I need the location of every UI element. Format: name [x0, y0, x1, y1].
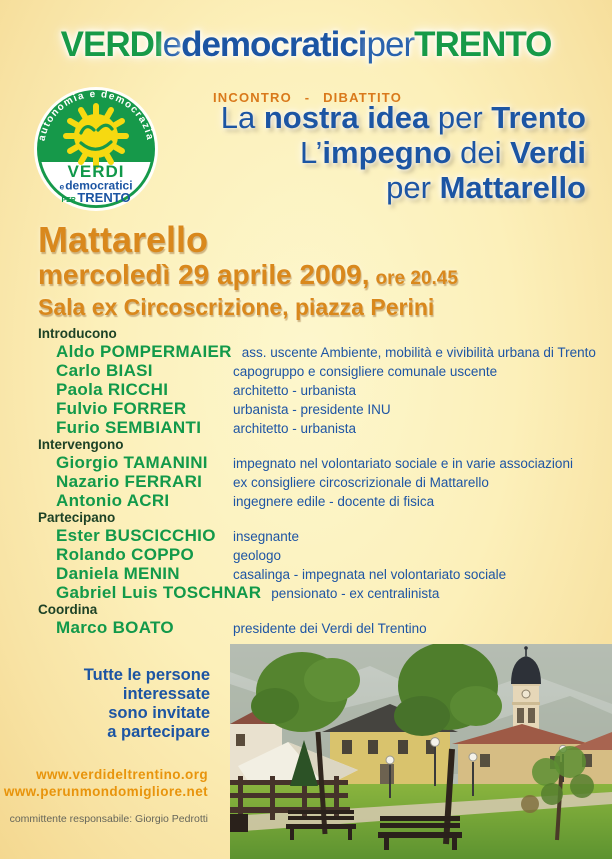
section-label: Partecipano: [38, 510, 116, 525]
section-introducono: [38, 326, 598, 437]
disclaimer: committente responsabile: Giorgio Pedrotti: [9, 813, 208, 825]
person-role: architetto - urbanista: [233, 421, 357, 436]
person-name: Paola RICCHI: [56, 380, 169, 399]
section-coordina: [38, 602, 598, 637]
person-row: [38, 453, 598, 472]
person-name: Antonio ACRI: [56, 491, 170, 510]
event-time: ore 20.45: [375, 268, 458, 289]
person-role: ex consigliere circoscrizionale di Mattarello: [233, 475, 489, 490]
masthead-per: per: [366, 25, 415, 64]
event-venue: Sala ex Circoscrizione, piazza Perini: [38, 294, 435, 320]
person-name: Carlo BIASI: [56, 361, 153, 380]
masthead-democratici: democratici: [181, 25, 367, 64]
masthead-e: e: [162, 25, 182, 64]
website-link[interactable]: www.verdideltrentino.org: [36, 767, 208, 782]
masthead-trento: TRENTO: [414, 25, 552, 64]
event-town: Mattarello: [38, 219, 209, 260]
person-role: geologo: [233, 548, 282, 563]
person-row: [38, 361, 598, 380]
event-dateline: [38, 260, 458, 294]
headline-line-2: L’impegno dei Verdi: [299, 135, 586, 170]
headline-line-3: per Mattarello: [386, 170, 586, 205]
person-name: Rolando COPPO: [56, 545, 195, 564]
section-label: Coordina: [38, 602, 98, 617]
section-intervengono: [38, 437, 598, 510]
person-row: [38, 618, 598, 637]
person-role: casalinga - impegnata nel volontariato sociale: [233, 567, 507, 582]
event-photo: [230, 644, 612, 859]
person-name: Fulvio FORRER: [56, 399, 187, 418]
person-row: [38, 472, 598, 491]
website-links: [0, 766, 208, 800]
person-row: [38, 545, 598, 564]
person-row: [38, 564, 598, 583]
website-link[interactable]: www.perunmondomigliore.net: [3, 784, 208, 799]
logo-line-democratici: edemocratici: [59, 178, 133, 193]
person-name: Furio SEMBIANTI: [56, 418, 202, 437]
logo-line-trento: PER TRENTO: [61, 190, 131, 205]
person-role: ingegnere edile - docente di fisica: [233, 494, 435, 509]
logo-arc-text: autonomia e democrazia: [36, 88, 156, 142]
person-role: ass. uscente Ambiente, mobilità e vivibilità urbana di Trento: [241, 345, 596, 360]
person-name: Marco BOATO: [56, 618, 174, 637]
person-row: [38, 380, 598, 399]
person-row: [38, 491, 598, 510]
section-label: Intervengono: [38, 437, 124, 452]
person-row: [38, 342, 598, 361]
person-name: Giorgio TAMANINI: [56, 453, 208, 472]
person-role: architetto - urbanista: [233, 383, 357, 398]
person-role: capogruppo e consigliere comunale uscente: [233, 364, 498, 379]
headline-line-1: La nostra idea per Trento: [220, 100, 586, 135]
person-role: presidente dei Verdi del Trentino: [233, 621, 427, 636]
person-name: Gabriel Luis TOSCHNAR: [56, 583, 262, 602]
event-details: [38, 220, 458, 321]
logo-line-verdi: VERDI: [67, 162, 125, 181]
headline: [221, 100, 586, 205]
masthead-verdi: VERDI: [60, 25, 163, 64]
person-role: urbanista - presidente INU: [233, 402, 391, 417]
person-name: Daniela MENIN: [56, 564, 180, 583]
masthead: [0, 24, 612, 66]
person-row: [38, 399, 598, 418]
person-row: [38, 418, 598, 437]
speaker-roster: [38, 326, 598, 637]
person-row: [38, 583, 598, 602]
person-role: insegnante: [233, 529, 300, 544]
person-name: Aldo POMPERMAIER: [56, 342, 232, 361]
section-label: Introducono: [38, 326, 117, 341]
party-logo: [33, 86, 159, 212]
person-role: pensionato - ex centralinista: [271, 586, 440, 601]
person-name: Ester BUSCICCHIO: [56, 526, 216, 545]
section-partecipano: [38, 510, 598, 602]
person-row: [38, 526, 598, 545]
person-role: impegnato nel volontariato sociale e in varie associazioni: [233, 456, 573, 471]
kicker: INCONTRO - DIBATTITO: [213, 90, 403, 105]
event-date: mercoledì 29 aprile 2009,: [38, 259, 370, 290]
invitation-text: Tutte le persone interessate sono invitate a partecipare: [83, 666, 210, 741]
person-name: Nazario FERRARI: [56, 472, 203, 491]
